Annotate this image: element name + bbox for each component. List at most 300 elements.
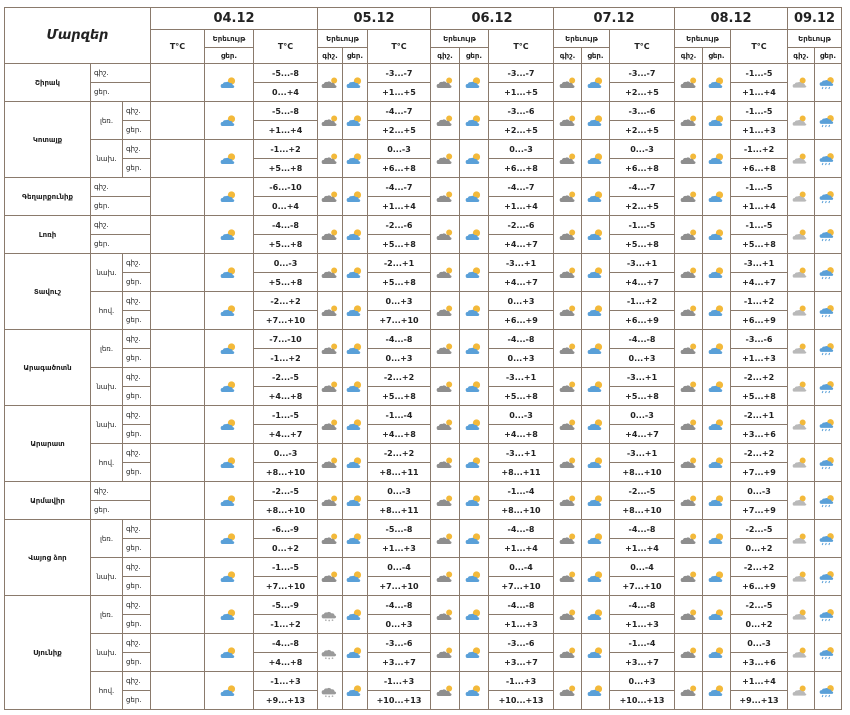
temperature-value: -4...-8 (610, 596, 675, 615)
temperature-value: +6...+8 (731, 159, 788, 178)
partly-cloudy-icon (464, 342, 484, 356)
temperature-value: -1...-5 (731, 64, 788, 83)
cloudy-icon (558, 456, 578, 470)
cloudy-icon (558, 532, 578, 546)
cloudy-icon (320, 570, 340, 584)
temperature-value: 0...-3 (731, 482, 788, 501)
night-label: գիշ. (123, 140, 151, 159)
cloudy-icon (320, 190, 340, 204)
temperature-value: -6...-9 (254, 520, 318, 539)
partly-cloudy-icon (586, 266, 606, 280)
weather-icon-cell (788, 64, 815, 102)
weather-icon-cell (554, 292, 582, 330)
partly-cloudy-icon (345, 418, 365, 432)
temperature-value: -4...-8 (368, 330, 431, 349)
partly-cloudy-icon (707, 380, 727, 394)
partly-cloudy-icon (345, 76, 365, 90)
temperature-value: +7...+10 (254, 577, 318, 596)
weather-icon-cell (703, 634, 731, 672)
temperature-value: 0...-3 (368, 482, 431, 501)
partly-cloudy-icon (586, 570, 606, 584)
zone-name: նախ. (91, 634, 123, 672)
partly-cloudy-icon (707, 342, 727, 356)
temperature-value: 0...+4 (254, 83, 318, 102)
temperature-value: 0...+3 (368, 615, 431, 634)
zone-name: նախ. (91, 558, 123, 596)
cloudy-icon (679, 342, 699, 356)
weather-icon-cell (343, 368, 368, 406)
temperature-value: -2...-5 (610, 482, 675, 501)
temperature-value: -2...+2 (368, 368, 431, 387)
weather-icon-cell (815, 634, 842, 672)
temperature-value (151, 178, 205, 216)
temperature-value: -2...-6 (489, 216, 554, 235)
night-header: գիշ. (431, 48, 460, 64)
temperature-value (151, 64, 205, 102)
temperature-value: -3...+1 (610, 254, 675, 273)
weather-icon-cell (788, 520, 815, 558)
partly-cloudy-icon (464, 646, 484, 660)
haze-icon (791, 608, 811, 622)
haze-icon (791, 532, 811, 546)
temperature-value: +1...+4 (610, 539, 675, 558)
weather-icon-cell (343, 520, 368, 558)
weather-icon-cell (703, 672, 731, 710)
rain-sun-icon (818, 418, 838, 432)
temperature-value: -4...-7 (368, 178, 431, 197)
temperature-value: -3...-7 (489, 64, 554, 83)
temperature-value: -2...+2 (254, 292, 318, 311)
table-row (5, 292, 842, 311)
weather-icon-cell (703, 444, 731, 482)
temperature-value: +5...+8 (254, 159, 318, 178)
region-name: Արմավիր (5, 482, 91, 520)
temperature-value: +4...+7 (610, 425, 675, 444)
temperature-value: 0...+3 (610, 349, 675, 368)
weather-icon-cell (318, 140, 343, 178)
temperature-value: -4...-7 (610, 178, 675, 197)
day-label: ցեր. (123, 615, 151, 634)
cloudy-icon (558, 494, 578, 508)
cloudy-icon (320, 152, 340, 166)
weather-icon-cell (675, 482, 703, 520)
temperature-value: -3...+1 (489, 444, 554, 463)
weather-icon-cell (675, 368, 703, 406)
temperature-value: 0...+3 (489, 292, 554, 311)
region-name: Շիրակ (5, 64, 91, 102)
date-header: 08.12 (675, 8, 788, 30)
rain-sun-icon (818, 76, 838, 90)
weather-icon-cell (205, 482, 254, 520)
partly-cloudy-icon (219, 190, 239, 204)
weather-icon-cell (460, 368, 489, 406)
weather-icon-cell (431, 368, 460, 406)
partly-cloudy-icon (464, 418, 484, 432)
weather-icon-cell (554, 596, 582, 634)
temperature-value (151, 216, 205, 254)
weather-icon-cell (205, 444, 254, 482)
partly-cloudy-icon (464, 570, 484, 584)
night-label: գիշ. (123, 102, 151, 121)
weather-icon-cell (675, 520, 703, 558)
weather-icon-cell (431, 140, 460, 178)
haze-icon (791, 228, 811, 242)
rain-sun-icon (818, 114, 838, 128)
haze-icon (791, 456, 811, 470)
weather-icon-cell (554, 64, 582, 102)
weather-icon-cell (431, 102, 460, 140)
temperature-value: +1...+4 (731, 197, 788, 216)
temperature-value (151, 406, 205, 444)
temperature-value: +6...+9 (489, 311, 554, 330)
cloudy-icon (435, 646, 455, 660)
temperature-value: 0...-4 (610, 558, 675, 577)
temperature-value (151, 672, 205, 710)
night-label: գիշ. (91, 482, 151, 501)
partly-cloudy-icon (707, 418, 727, 432)
partly-cloudy-icon (464, 228, 484, 242)
temperature-header: T°C (731, 30, 788, 64)
night-label: գիշ. (123, 596, 151, 615)
temperature-value: +4...+7 (731, 273, 788, 292)
temperature-value (151, 482, 205, 520)
region-name: Լոռի (5, 216, 91, 254)
partly-cloudy-icon (219, 684, 239, 698)
weather-icon-cell (343, 178, 368, 216)
haze-icon (791, 266, 811, 280)
haze-icon (791, 494, 811, 508)
partly-cloudy-icon (464, 684, 484, 698)
weather-icon-cell (703, 482, 731, 520)
rain-sun-icon (818, 608, 838, 622)
partly-cloudy-icon (586, 608, 606, 622)
weather-icon-cell (554, 520, 582, 558)
partly-cloudy-icon (707, 684, 727, 698)
cloudy-icon (558, 228, 578, 242)
weather-icon-cell (205, 254, 254, 292)
table-row (5, 254, 842, 273)
temperature-header: T°C (368, 30, 431, 64)
temperature-value: -3...-6 (489, 634, 554, 653)
partly-cloudy-icon (345, 684, 365, 698)
weather-icon-cell (703, 64, 731, 102)
weather-icon-cell (675, 64, 703, 102)
weather-icon-cell (318, 64, 343, 102)
cloud-icon (320, 646, 340, 660)
weather-icon-cell (815, 672, 842, 710)
weather-icon-cell (205, 672, 254, 710)
weather-icon-cell (788, 634, 815, 672)
cloudy-icon (435, 152, 455, 166)
weather-icon-cell (431, 596, 460, 634)
temperature-value: +5...+8 (368, 273, 431, 292)
table-row (5, 102, 842, 121)
cloud-icon (320, 684, 340, 698)
partly-cloudy-icon (586, 228, 606, 242)
partly-cloudy-icon (707, 114, 727, 128)
temperature-value: -3...+1 (489, 368, 554, 387)
weather-icon-cell (205, 216, 254, 254)
partly-cloudy-icon (707, 152, 727, 166)
weather-icon-cell (703, 292, 731, 330)
region-name: Սյունիք (5, 596, 91, 710)
weather-icon-cell (788, 292, 815, 330)
temperature-header: T°C (610, 30, 675, 64)
partly-cloudy-icon (345, 114, 365, 128)
weather-icon-cell (703, 178, 731, 216)
cloudy-icon (558, 646, 578, 660)
cloudy-icon (558, 304, 578, 318)
temperature-value: +7...+10 (610, 577, 675, 596)
cloudy-icon (435, 456, 455, 470)
partly-cloudy-icon (219, 76, 239, 90)
temperature-value: +7...+10 (254, 311, 318, 330)
temperature-value: -3...-6 (610, 102, 675, 121)
partly-cloudy-icon (345, 266, 365, 280)
rain-sun-icon (818, 646, 838, 660)
temperature-value: +4...+8 (368, 425, 431, 444)
temperature-value (151, 330, 205, 368)
partly-cloudy-icon (586, 342, 606, 356)
temperature-value: +7...+10 (368, 311, 431, 330)
weather-icon-cell (582, 292, 610, 330)
cloudy-icon (558, 76, 578, 90)
zone-name: հով. (91, 672, 123, 710)
temperature-header: T°C (489, 30, 554, 64)
cloudy-icon (558, 190, 578, 204)
cloudy-icon (679, 190, 699, 204)
conditions-header: Երեւույթ (205, 30, 254, 48)
temperature-value: +5...+8 (610, 387, 675, 406)
temperature-value: +8...+10 (254, 463, 318, 482)
temperature-value: +4...+8 (254, 653, 318, 672)
weather-icon-cell (318, 178, 343, 216)
temperature-value: -2...-5 (254, 368, 318, 387)
partly-cloudy-icon (464, 266, 484, 280)
temperature-value: 0...-3 (489, 406, 554, 425)
weather-icon-cell (205, 140, 254, 178)
cloudy-icon (679, 380, 699, 394)
temperature-value: +5...+8 (610, 235, 675, 254)
temperature-value: -2...+1 (368, 254, 431, 273)
temperature-value: -3...-7 (368, 64, 431, 83)
partly-cloudy-icon (345, 380, 365, 394)
temperature-value: +9...+13 (731, 691, 788, 710)
temperature-value: +8...+10 (489, 501, 554, 520)
rain-sun-icon (818, 684, 838, 698)
temperature-value: +5...+8 (731, 235, 788, 254)
cloudy-icon (558, 380, 578, 394)
weather-icon-cell (318, 292, 343, 330)
partly-cloudy-icon (586, 76, 606, 90)
partly-cloudy-icon (219, 646, 239, 660)
day-header: ցեր. (815, 48, 842, 64)
temperature-value: 0...+3 (368, 349, 431, 368)
day-label: ցեր. (123, 273, 151, 292)
temperature-value: -7...-10 (254, 330, 318, 349)
temperature-value: 0...+2 (254, 539, 318, 558)
weather-icon-cell (815, 64, 842, 102)
partly-cloudy-icon (586, 152, 606, 166)
night-label: գիշ. (123, 368, 151, 387)
temperature-value: -1...+2 (254, 349, 318, 368)
weather-icon-cell (343, 64, 368, 102)
temperature-value: +6...+8 (368, 159, 431, 178)
cloudy-icon (679, 76, 699, 90)
temperature-value: +1...+3 (731, 349, 788, 368)
weather-icon-cell (343, 254, 368, 292)
partly-cloudy-icon (586, 456, 606, 470)
temperature-value: +7...+10 (489, 577, 554, 596)
weather-icon-cell (431, 330, 460, 368)
weather-icon-cell (582, 330, 610, 368)
weather-icon-cell (788, 102, 815, 140)
temperature-value: 0...+3 (610, 672, 675, 691)
temperature-value: 0...+3 (489, 349, 554, 368)
weather-icon-cell (554, 558, 582, 596)
day-label: ցեր. (123, 539, 151, 558)
weather-icon-cell (703, 216, 731, 254)
temperature-value: +2...+5 (610, 197, 675, 216)
weather-icon-cell (675, 178, 703, 216)
cloudy-icon (435, 114, 455, 128)
temperature-value: +3...+7 (489, 653, 554, 672)
rain-sun-icon (818, 494, 838, 508)
cloudy-icon (558, 684, 578, 698)
weather-icon-cell (318, 444, 343, 482)
weather-icon-cell (318, 254, 343, 292)
table-row (5, 558, 842, 577)
day-header: ցեր. (343, 48, 368, 64)
weather-icon-cell (460, 444, 489, 482)
weather-icon-cell (815, 482, 842, 520)
weather-icon-cell (460, 292, 489, 330)
region-column-header: Մարզեր (5, 8, 151, 64)
temperature-value: -4...-8 (610, 330, 675, 349)
day-label: ցեր. (123, 311, 151, 330)
temperature-value: +2...+5 (368, 121, 431, 140)
partly-cloudy-icon (219, 608, 239, 622)
partly-cloudy-icon (345, 532, 365, 546)
weather-icon-cell (343, 558, 368, 596)
cloudy-icon (320, 228, 340, 242)
day-label: ցեր. (123, 159, 151, 178)
temperature-value: -4...-8 (254, 634, 318, 653)
cloudy-icon (679, 494, 699, 508)
night-label: գիշ. (91, 178, 151, 197)
partly-cloudy-icon (219, 304, 239, 318)
temperature-value: -3...+1 (610, 444, 675, 463)
cloudy-icon (320, 76, 340, 90)
weather-icon-cell (460, 178, 489, 216)
weather-icon-cell (554, 330, 582, 368)
weather-icon-cell (703, 558, 731, 596)
partly-cloudy-icon (707, 494, 727, 508)
weather-icon-cell (343, 216, 368, 254)
partly-cloudy-icon (707, 76, 727, 90)
zone-name: նախ. (91, 406, 123, 444)
temperature-value: -1...-4 (368, 406, 431, 425)
weather-icon-cell (205, 64, 254, 102)
rain-sun-icon (818, 570, 838, 584)
weather-icon-cell (675, 558, 703, 596)
temperature-value: -1...+3 (489, 672, 554, 691)
temperature-value: -5...-8 (368, 520, 431, 539)
cloudy-icon (320, 418, 340, 432)
cloudy-icon (679, 608, 699, 622)
partly-cloudy-icon (345, 570, 365, 584)
table-row (5, 368, 842, 387)
weather-icon-cell (703, 368, 731, 406)
weather-icon-cell (460, 406, 489, 444)
weather-icon-cell (675, 634, 703, 672)
weather-icon-cell (460, 140, 489, 178)
night-header: գիշ. (554, 48, 582, 64)
temperature-value: -2...-5 (731, 520, 788, 539)
night-label: գիշ. (123, 634, 151, 653)
temperature-value: +8...+10 (610, 501, 675, 520)
weather-icon-cell (431, 520, 460, 558)
cloudy-icon (679, 114, 699, 128)
weather-icon-cell (815, 520, 842, 558)
rain-sun-icon (818, 190, 838, 204)
cloudy-icon (679, 152, 699, 166)
cloudy-icon (435, 76, 455, 90)
weather-icon-cell (318, 672, 343, 710)
temperature-value (151, 140, 205, 178)
cloudy-icon (435, 190, 455, 204)
weather-icon-cell (582, 102, 610, 140)
weather-icon-cell (205, 558, 254, 596)
temperature-value (151, 292, 205, 330)
cloudy-icon (679, 418, 699, 432)
weather-icon-cell (815, 330, 842, 368)
temperature-value: +1...+3 (368, 539, 431, 558)
weather-icon-cell (431, 254, 460, 292)
day-label: ցեր. (123, 577, 151, 596)
temperature-value: +2...+5 (610, 83, 675, 102)
weather-icon-cell (343, 482, 368, 520)
partly-cloudy-icon (707, 532, 727, 546)
weather-icon-cell (343, 330, 368, 368)
day-header: ցեր. (703, 48, 731, 64)
weather-icon-cell (788, 216, 815, 254)
weather-icon-cell (460, 558, 489, 596)
zone-name: հով. (91, 292, 123, 330)
weather-icon-cell (343, 140, 368, 178)
conditions-header: Երեւույթ (788, 30, 842, 48)
weather-icon-cell (703, 596, 731, 634)
cloudy-icon (320, 266, 340, 280)
temperature-value: +10...+13 (610, 691, 675, 710)
weather-icon-cell (675, 596, 703, 634)
temperature-value: +6...+9 (731, 311, 788, 330)
weather-icon-cell (788, 596, 815, 634)
region-name: Արարատ (5, 406, 91, 482)
temperature-value: -3...+1 (731, 254, 788, 273)
rain-sun-icon (818, 152, 838, 166)
temperature-value: -2...-5 (254, 482, 318, 501)
temperature-value: +5...+8 (368, 235, 431, 254)
temperature-value: +3...+6 (731, 653, 788, 672)
weather-icon-cell (788, 368, 815, 406)
weather-icon-cell (788, 558, 815, 596)
weather-icon-cell (554, 216, 582, 254)
zone-name: նախ. (91, 368, 123, 406)
zone-name: հով. (91, 444, 123, 482)
weather-icon-cell (554, 406, 582, 444)
weather-icon-cell (582, 520, 610, 558)
